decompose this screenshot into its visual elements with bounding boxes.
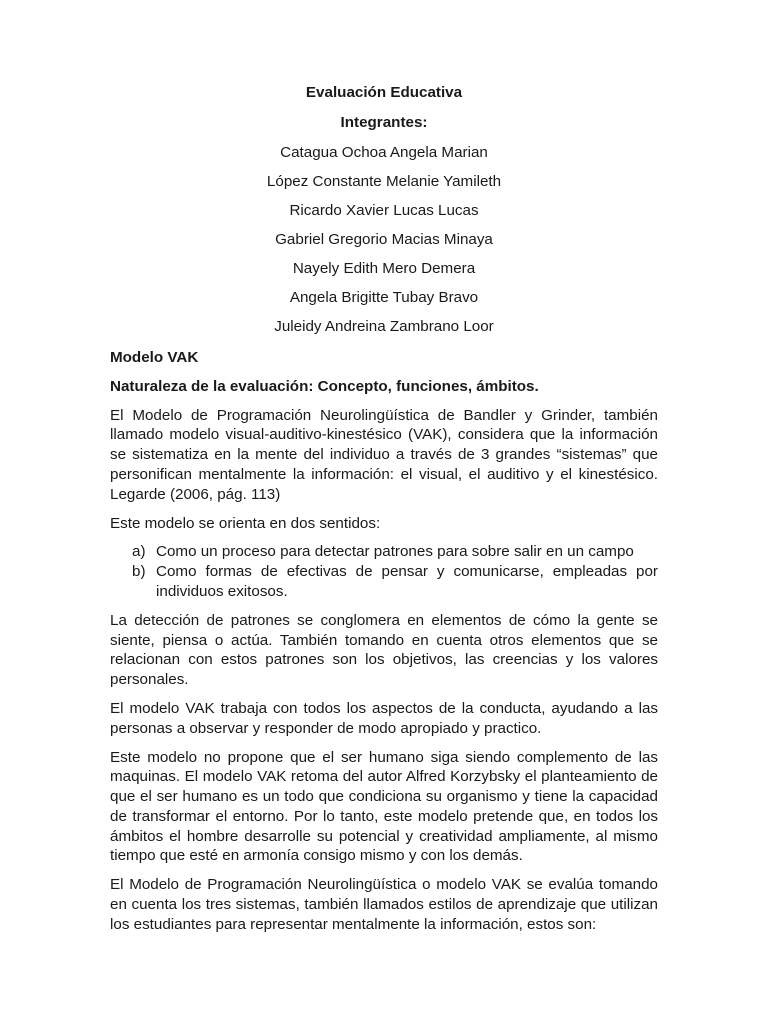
paragraph-pattern-detection: La detección de patrones se conglomera en elementos de cómo la gente se siente, piensa o actúa. También tomando en cuenta otros elementos que se relacionan con estos patrones son los objetivos, las creencias y los valores personales. [110,611,658,689]
member-name: Gabriel Gregorio Macias Minaya [275,230,493,248]
paragraph-korzybsky: Este modelo no propone que el ser humano siga siendo complemento de las maquinas. El modelo VAK retoma del autor Alfred Korzybsky el planteamiento de que el ser humano es un todo que condiciona su organismo y tiene la capacidad de transformar el entorno. Por lo tanto, este modelo pretende que, en todos los ámbitos el hombre desarrolle su potencial y creatividad ampliamente, al mismo tiempo que esté en armonía consigo mismo y con los demás. [110,748,658,865]
list-item [110,542,658,562]
paragraph-intro-list: Este modelo se orienta en dos sentidos: [110,514,381,532]
subsection-heading: Naturaleza de la evaluación: Concepto, funciones, ámbitos. [110,377,539,395]
member-name: Juleidy Andreina Zambrano Loor [274,318,494,336]
list-item-text: Como formas de efectivas de pensar y comunicarse, empleadas por individuos exitosos. [156,563,658,600]
list-marker: a) [132,543,146,561]
section-heading: Modelo VAK [110,348,199,366]
orientation-list [110,542,658,601]
paragraph-evaluation: El Modelo de Programación Neurolingüística o modelo VAK se evalúa tomando en cuenta los tres sistemas, también llamados estilos de aprendizaje que utilizan los estudiantes para representar mentalmente la información, estos son: [110,876,658,933]
member-name: Ricardo Xavier Lucas Lucas [289,201,479,219]
members-list [110,143,658,337]
member-name: Angela Brigitte Tubay Bravo [289,289,479,307]
list-item-text: Como un proceso para detectar patrones para sobre salir en un campo [156,543,634,561]
paragraph-vak-definition: El Modelo de Programación Neurolingüística de Bandler y Grinder, también llamado modelo visual-auditivo-kinestésico (VAK), considera que la información se sistematiza en la mente del individuo a través de 3 grandes “sistemas” que personifican mentalmente la información: el visual, el auditivo y el kinestésico. Legarde (2006, pág. 113) [110,406,658,503]
document-title: Evaluación Educativa [305,84,463,101]
document-page [110,83,658,944]
list-marker: b) [132,563,146,581]
member-name: Nayely Edith Mero Demera [292,259,476,277]
member-name: Catagua Ochoa Angela Marian [280,143,488,161]
members-heading: Integrantes: [340,113,428,131]
list-item [110,562,658,602]
paragraph-behavior: El modelo VAK trabaja con todos los aspectos de la conducta, ayudando a las personas a observar y responder de modo apropiado y practico. [110,699,658,737]
member-name: López Constante Melanie Yamileth [266,172,502,190]
